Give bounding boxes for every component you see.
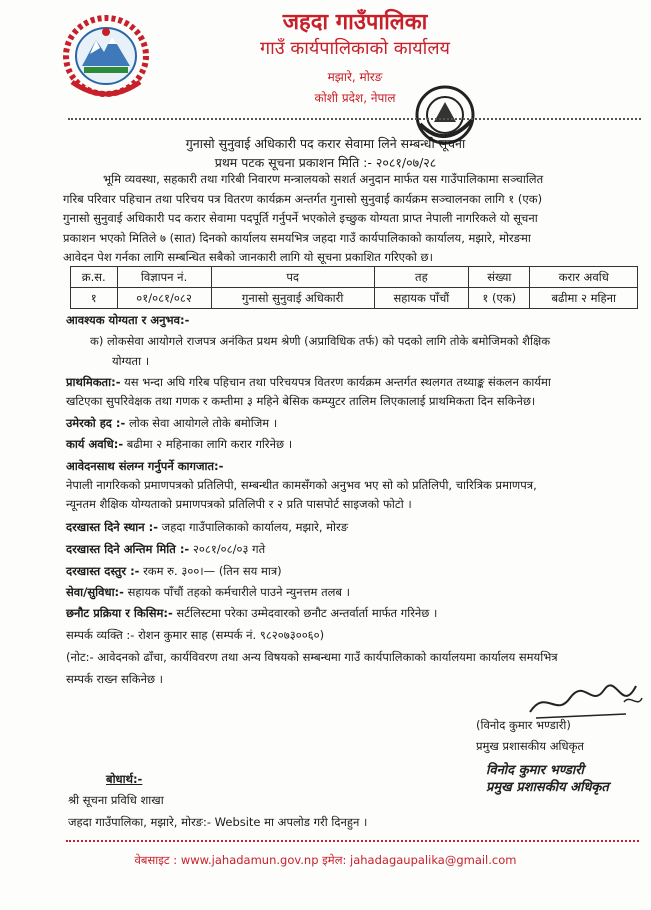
intro-line: प्रकाशन भएको मितिले ७ (सात) दिनको कार्यालय समयभित्र जहदा गाउँ कार्यपालिकाको कार्यालय, मझारे, मोरङमा (63, 230, 531, 245)
publish-date: प्रथम पटक सूचना प्रकाशन मिति :- २०८१/०७/२८ (214, 155, 437, 170)
intro-line: आवेदन पेश गर्नका लागि सम्बन्धित सबैको जानकारी लागि यो सूचना प्रकाशित गरिएको छ। (63, 250, 433, 265)
municipality-name: जहदा गाउँपालिका (282, 10, 428, 35)
documents-line: नेपाली नागरिकको प्रमाणपत्रको प्रतिलिपी, सम्बन्धीत कामसँगको अनुभव भए सो को प्रतिलिपी, चारित्रिक प्रमाणपत्र, (66, 478, 537, 492)
province-name: कोशी प्रदेश, नेपाल (314, 91, 396, 105)
footer-contact: वेबसाइट : www.jahadamun.gov.np इमेल: jahadagaupalika@gmail.com (134, 853, 517, 867)
priority-line (66, 375, 551, 390)
benefit-text: सहायक पाँचौं तहको कर्मचारीले पाउने न्युनत्तम तलब । (123, 585, 350, 599)
priority-label: प्राथमिकता:- (66, 375, 121, 389)
apply-place-text: जहदा गाउँपालिकाको कार्यालय, मझारे, मोरङ (158, 520, 349, 534)
footer-divider (66, 840, 639, 842)
table-header: क्र.स. (71, 267, 118, 288)
contact-line: सम्पर्क व्यक्ति :- रोशन कुमार साह (सम्पर्क नं. ९८२०७३००६०) (66, 628, 325, 642)
table-header: तह (374, 267, 468, 288)
deadline-label: दरखास्त दिने अन्तिम मिति :- (66, 542, 190, 556)
stamp-title: प्रमुख प्रशासकीय अधिकृत (486, 780, 609, 795)
note-line: (नोट:- आवेदनको ढाँचा, कार्यविवरण तथा अन्य विषयको सम्बन्धमा गाउँ कार्यपालिकाको कार्यालयमा कार्यालय समयभित्र (66, 650, 558, 664)
apply-place-line (66, 520, 348, 535)
table-header: संख्या (469, 267, 530, 288)
selection-line (66, 606, 437, 621)
stamp-name: विनोद कुमार भण्डारी (486, 763, 584, 778)
duration-line (66, 437, 292, 452)
duration-label: कार्य अवधि:- (66, 437, 124, 451)
age-label: उमेरको हद :- (66, 416, 126, 430)
signatory-stamp (486, 762, 609, 796)
intro-paragraph (63, 170, 638, 268)
priority-text: यस भन्दा अघि गरिब पहिचान तथा परिचयपत्र वितरण कार्यक्रम अन्तर्गत स्थलगत तथ्याङ्क संकलन कार्यमा (120, 375, 551, 389)
priority-line-2: खटिएका सुपरिवेक्षक तथा गणक र कम्तीमा ३ महिने बेसिक कम्प्युटर तालिम लिएकालाई प्राथमिकता दिन सकिनेछ। (66, 394, 536, 408)
requirement-item-cont: योग्यता । (112, 354, 150, 368)
signatory-name: (विनोद कुमार भण्डारी) (476, 718, 571, 732)
signatory-designation: प्रमुख प्रशासकीय अधिकृत (476, 739, 584, 753)
deadline-text: २०८१/०८/०३ गते (189, 542, 266, 556)
cc-heading: बोधार्थ:- (106, 772, 143, 786)
fee-line (66, 564, 282, 579)
note-line-2: सम्पर्क राख्न सकिनेछ । (66, 672, 164, 686)
notice-title: गुनासो सुनुवाई अधिकारी पद करार सेवामा लिने सम्बन्धी सूचना (185, 136, 466, 151)
age-line (66, 416, 277, 431)
table-row (71, 288, 638, 309)
documents-line: न्यूनतम शैक्षिक योग्यताको प्रमाणपत्रको प्रतिलिपी र २ प्रति पासपोर्ट साइजको फोटो । (66, 497, 412, 511)
office-name: गाउँ कार्यपालिकाको कार्यालय (260, 38, 450, 59)
age-text: लोक सेवा आयोगले तोके बमोजिम । (125, 416, 278, 430)
documents-heading: आवेदनसाथ संलग्न गर्नुपर्ने कागजात:- (66, 459, 224, 473)
table-cell: १ (एक) (469, 288, 530, 309)
benefit-label: सेवा/सुविधा:- (66, 585, 124, 599)
cc-line: जहदा गाउँपालिका, मझारे, मोरङ:- Website मा अपलोड गरी दिनहुन । (68, 815, 368, 829)
vacancy-table (70, 266, 638, 309)
intro-line: गुनासो सुनुवाई अधिकारी पद करार सेवामा पदपूर्ति गर्नुपर्ने भएकोले इच्छुक योग्यता प्राप्त नेपाली नागरिकले यो सूचना (63, 211, 538, 226)
fee-text: रकम रु. ३००।— (तिन सय मात्र) (139, 564, 282, 578)
table-cell: ०१/०८१/०८२ (117, 288, 211, 309)
benefit-line (66, 585, 350, 600)
table-cell: बढीमा २ महिना (530, 288, 638, 309)
table-header: विज्ञापन नं. (117, 267, 211, 288)
cc-line: श्री सूचना प्रविधि शाखा (68, 793, 164, 807)
intro-line: भूमि व्यवस्था, सहकारी तथा गरिबी निवारण मन्त्रालयको सशर्त अनुदान मार्फत यस गाउँपालिकामा सञ्चालित (103, 172, 544, 186)
table-cell: गुनासो सुनुवाई अधिकारी (211, 288, 374, 309)
deadline-line (66, 542, 265, 557)
table-cell: सहायक पाँचौं (374, 288, 468, 309)
selection-label: छनौट प्रक्रिया र किसिम:- (66, 606, 173, 620)
table-cell: १ (71, 288, 118, 309)
table-header: करार अवधि (530, 267, 638, 288)
apply-place-label: दरखास्त दिने स्थान :- (66, 520, 159, 534)
intro-line: गरिब परिवार पहिचान तथा परिचय पत्र वितरण कार्यक्रम अन्तर्गत गुनासो सुनुवाई कार्यक्रम सञ्चालनका लागि १ (एक) (63, 191, 543, 206)
table-header: पद (211, 267, 374, 288)
requirement-item: क) लोकसेवा आयोगले राजपत्र अनंकित प्रथम श्रेणी (अप्राविधिक तर्फ) को पदको लागि तोके बमोजिमको शैक्षिक (90, 334, 551, 348)
requirements-heading: आवश्यक योग्यता र अनुभव:- (66, 313, 190, 327)
table-header-row (71, 267, 638, 288)
fee-label: दरखास्त दस्तुर :- (66, 564, 140, 578)
header-divider (68, 118, 641, 120)
office-address: मझारे, मोरङ (327, 70, 383, 84)
signature-scribble-icon (526, 678, 646, 722)
duration-text: बढीमा २ महिनाका लागि करार गरिनेछ । (123, 437, 293, 451)
selection-text: सर्टलिस्टमा परेका उम्मेदवारको छनौट अन्तर्वार्ता मार्फत गरिनेछ । (172, 606, 438, 620)
municipality-emblem-icon (60, 12, 152, 100)
